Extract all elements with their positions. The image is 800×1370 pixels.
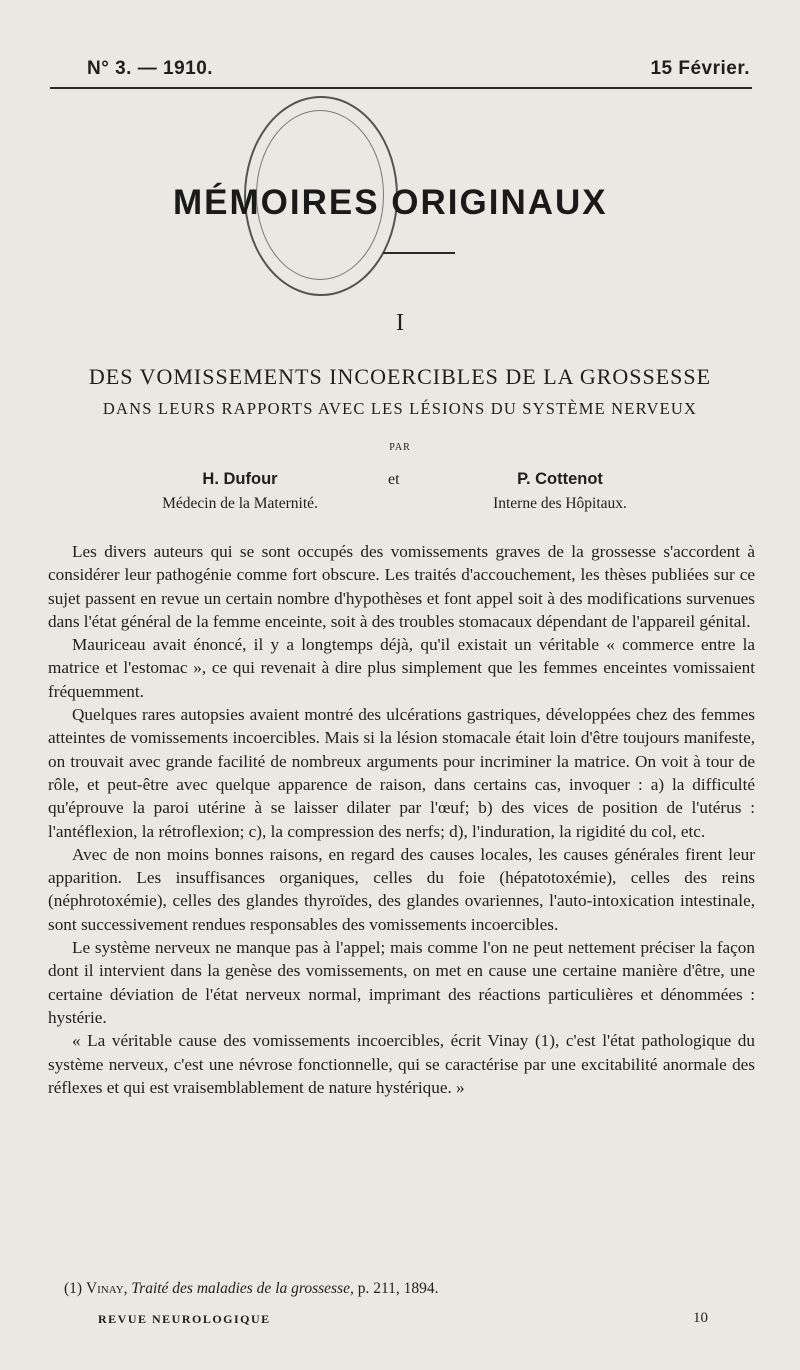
issue-number: N° 3. — 1910. <box>87 58 214 79</box>
page-footer <box>98 1312 708 1332</box>
footnote <box>64 1280 744 1298</box>
byline-par: PAR <box>389 442 411 453</box>
body-paragraph: Mauriceau avait énoncé, il y a longtemps déjà, qu'il existait un véritable « commerce entre la matrice et l'estomac », ce qui revenait à dire plus simplement que les femmes enceintes vomissaient fréquemment. <box>48 635 755 701</box>
body-paragraph: Avec de non moins bonnes raisons, en regard des causes locales, les causes générales firent leur apparition. Les insuffisances organiques, celles du foie (hépatotoxémie), celles des reins (néphrotoxémie), celles des glandes thyroïdes, des glandes ovariennes, l'auto-intoxication intestinale, sont successivement rendues responsables des vomissements incoercibles. <box>48 844 755 934</box>
author-role: Interne des Hôpitaux. <box>493 495 627 512</box>
author-name: H. Dufour <box>202 470 278 488</box>
page-header <box>87 58 750 86</box>
article-title: DES VOMISSEMENTS INCOERCIBLES DE LA GROSSESSE <box>88 364 712 389</box>
page-number: 10 <box>693 1310 708 1326</box>
author-name: P. Cottenot <box>517 470 603 488</box>
author-conjunction: et <box>388 471 400 488</box>
article-subtitle: DANS LEURS RAPPORTS AVEC LES LÉSIONS DU SYSTÈME NERVEUX <box>102 399 698 418</box>
author-block <box>110 470 370 513</box>
body-paragraph: « La véritable cause des vomissements incoercibles, écrit Vinay (1), c'est l'état pathologique du système nerveux, c'est une névrose fonctionnelle, qui se caractérise par une excitabilité anormale des réflexes et qui est vraisemblablement de nature hystérique. » <box>48 1031 755 1097</box>
body-paragraph: Le système nerveux ne manque pas à l'appel; mais comme l'on ne peut nettement préciser la façon dont il intervient dans la genèse des vomissements, on met en cause une certaine manière d'être, une certaine déviation de l'état nerveux normal, imprimant des réactions particulières et dénommées : hystérie. <box>48 938 755 1027</box>
author-block <box>430 470 690 513</box>
body-paragraph: Quelques rares autopsies avaient montré des ulcérations gastriques, développées chez des femmes atteintes de vomissements incoercibles. Mais si la lésion stomacale était loin d'être toujours manifeste, on trouvait avec grande facilité de nombreux arguments pour incriminer la matrice. On voit à tour de rôle, et peut-être avec quelque apparence de raison, dans certains cas, invoquer : a) la difficulté qu'éprouve la paroi utérine à se laisser dilater par l'œuf; b) des vices de position de l'utérus : l'antéflexion, la rétroflexion; c), la compression des nerfs; d), l'induration, la rigidité du col, etc. <box>48 705 755 841</box>
header-rule <box>50 87 752 89</box>
section-title: MÉMOIRES ORIGINAUX <box>173 183 608 222</box>
issue-date: 15 Février. <box>650 58 750 79</box>
article-number: I <box>396 310 404 336</box>
section-title-underline <box>383 252 455 254</box>
footnote-marker: (1) <box>64 1280 83 1297</box>
author-role: Médecin de la Maternité. <box>162 495 318 512</box>
footnote-reference: p. 211, 1894. <box>357 1280 439 1297</box>
footnote-author: Vinay, <box>85 1280 128 1297</box>
footnote-work: Traité des maladies de la grossesse, <box>131 1280 354 1297</box>
journal-name: REVUE NEUROLOGIQUE <box>98 1312 271 1326</box>
body-paragraph: Les divers auteurs qui se sont occupés des vomissements graves de la grossesse s'accordent à considérer leur pathogénie comme fort obscure. Les traités d'accouchement, les thèses publiées sur ce sujet passent en revue un certain nombre d'hypothèses et font appel soit à des modifications survenues dans l'état général de la femme enceinte, soit à des troubles stomacaux dépendant de l'appareil génital. <box>48 542 755 631</box>
article-body <box>48 540 755 1099</box>
